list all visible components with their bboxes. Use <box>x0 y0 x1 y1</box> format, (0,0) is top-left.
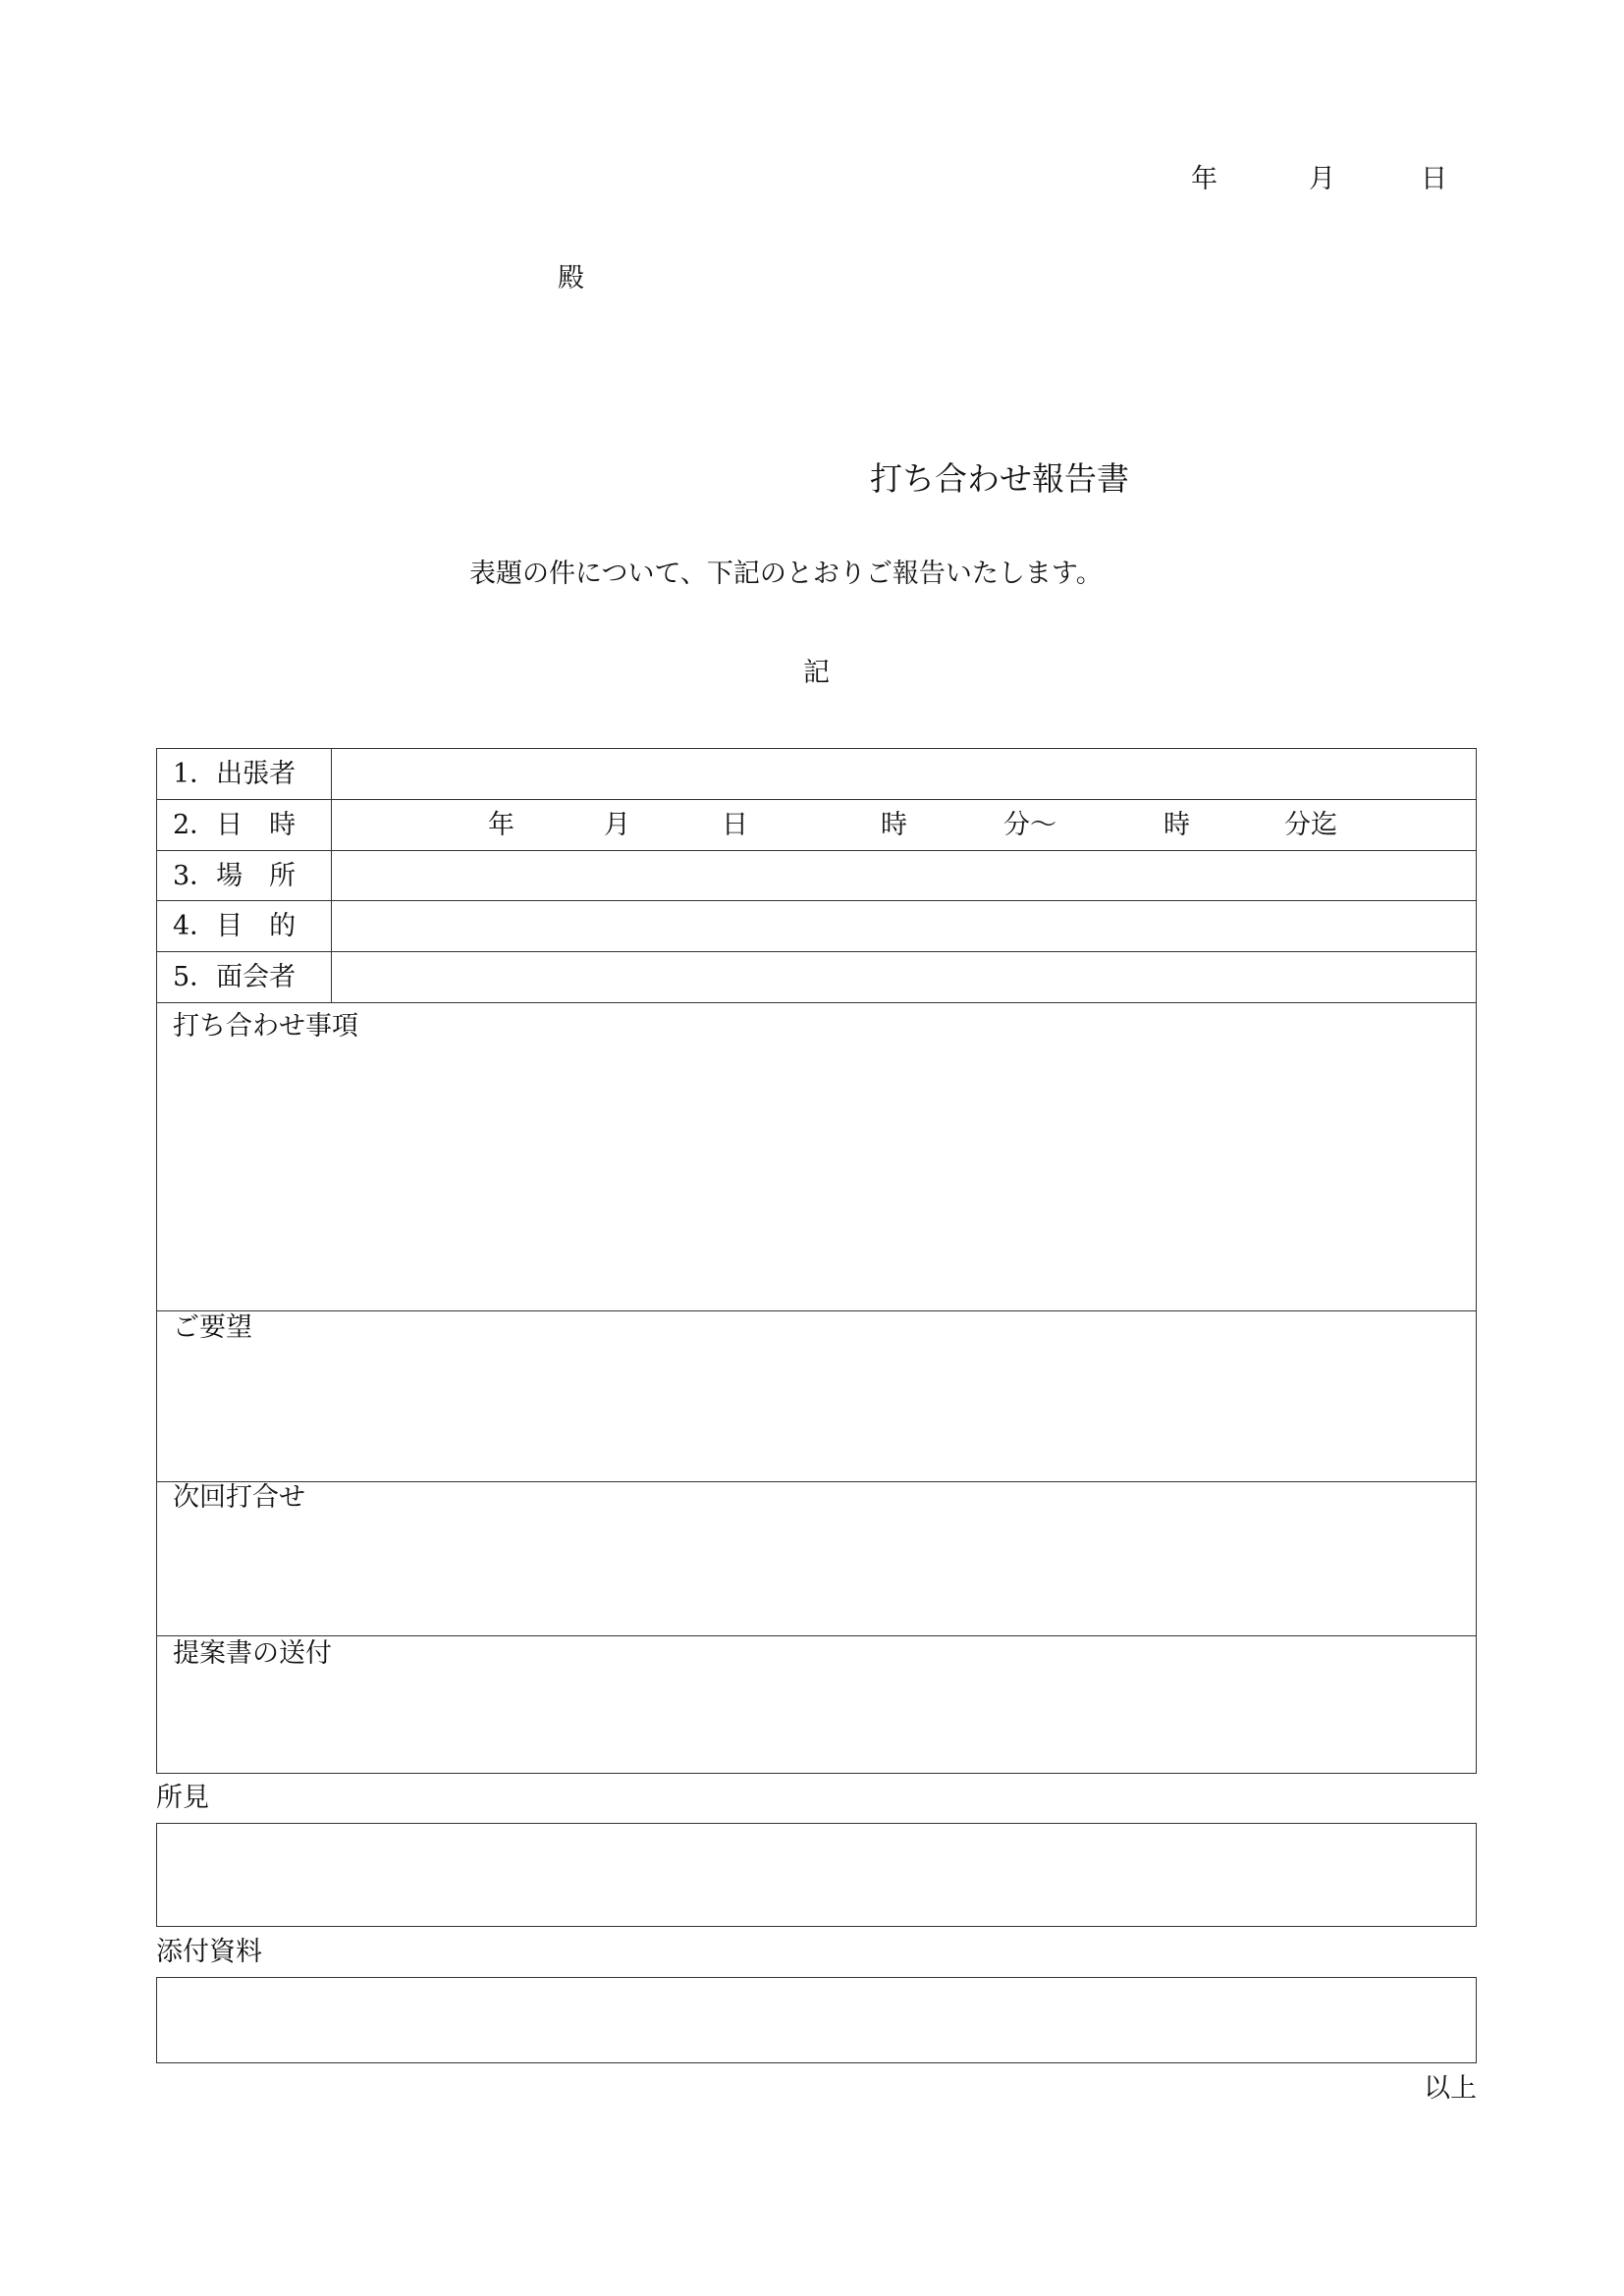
row-divider <box>156 799 1477 800</box>
row-divider <box>156 951 1477 952</box>
dt-day: 日 <box>722 810 748 840</box>
label-column-divider <box>331 748 332 1002</box>
row-label-interviewee: 5．面会者 <box>173 962 297 992</box>
row-label-place: 3．場 所 <box>173 861 297 891</box>
dt-hour-start: 時 <box>881 810 907 840</box>
report-table <box>156 748 1477 1774</box>
dt-minute-end: 分迄 <box>1284 810 1337 840</box>
opinion-box <box>156 1823 1477 1927</box>
row-divider <box>156 1481 1477 1482</box>
row-divider <box>156 850 1477 851</box>
date-month: 月 <box>1309 164 1335 194</box>
intro-text: 表題の件について、下記のとおりご報告いたします。 <box>469 559 1103 589</box>
page-title: 打ち合わせ報告書 <box>870 459 1129 498</box>
dt-hour-end: 時 <box>1164 810 1190 840</box>
dt-month: 月 <box>604 810 630 840</box>
row-divider <box>156 1310 1477 1311</box>
date-year: 年 <box>1191 164 1218 194</box>
attachments-box <box>156 1977 1477 2063</box>
section-meeting-items: 打ち合わせ事項 <box>173 1011 358 1041</box>
attachments-label: 添付資料 <box>156 1937 262 1967</box>
addressee-suffix: 殿 <box>558 263 584 294</box>
row-label-datetime: 2．日 時 <box>173 810 297 840</box>
row-divider <box>156 900 1477 901</box>
section-requests: ご要望 <box>173 1312 252 1343</box>
section-next-meeting: 次回打合せ <box>173 1482 305 1513</box>
opinion-label: 所見 <box>156 1783 209 1813</box>
section-proposal-sending: 提案書の送付 <box>173 1638 332 1669</box>
row-label-traveler: 1．出張者 <box>173 759 297 789</box>
row-divider <box>156 1635 1477 1636</box>
dt-minute-start: 分～ <box>1003 810 1056 840</box>
dt-year: 年 <box>488 810 514 840</box>
row-label-purpose: 4．目 的 <box>173 911 297 941</box>
date-day: 日 <box>1421 164 1447 194</box>
closing-text: 以上 <box>1424 2073 1477 2104</box>
ki-label: 記 <box>803 658 830 688</box>
row-divider <box>156 1002 1477 1003</box>
